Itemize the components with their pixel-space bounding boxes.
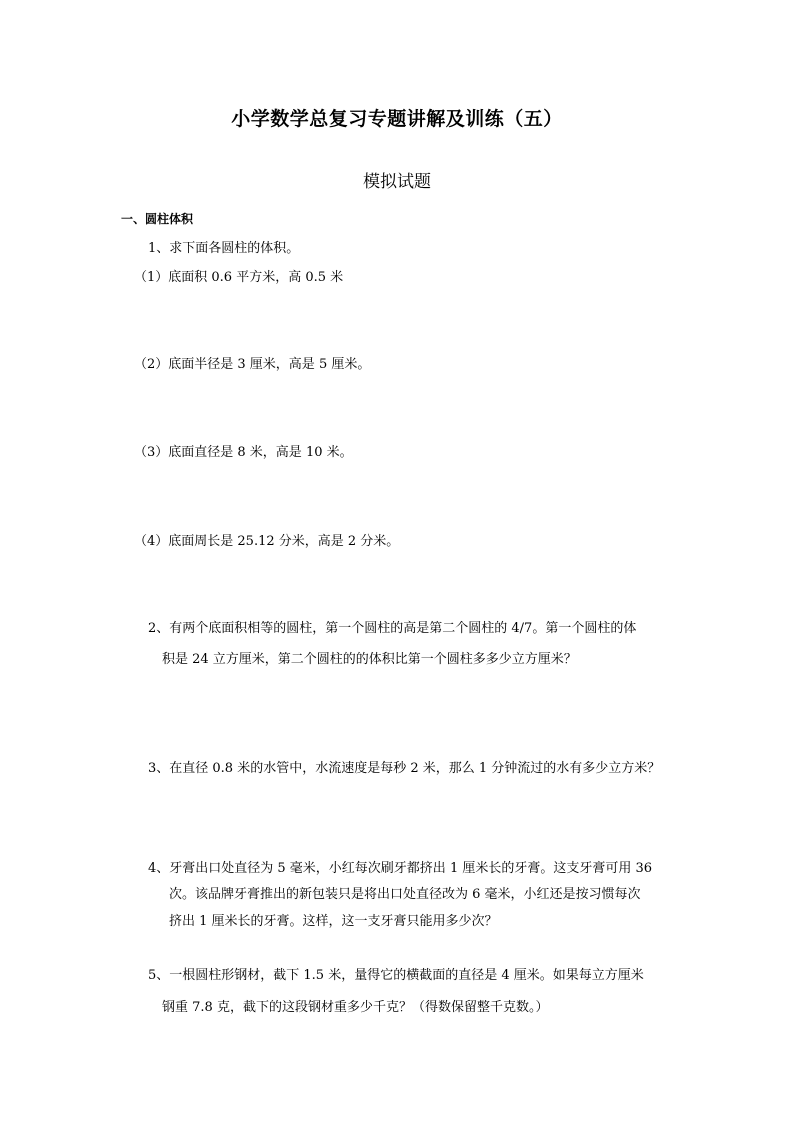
document-title: 小学数学总复习专题讲解及训练（五）	[231, 108, 563, 130]
question-2-line-2: 积是 24 立方厘米，第二个圆柱的的体积比第一个圆柱多多少立方厘米？	[162, 652, 577, 667]
section-heading: 一、圆柱体积	[121, 212, 194, 226]
question-1-sub-1: （1）底面积 0.6 平方米，高 0.5 米	[134, 270, 344, 285]
question-2-line-1: 2、有两个底面积相等的圆柱，第一个圆柱的高是第二个圆柱的 4/7。第一个圆柱的体	[148, 621, 637, 636]
question-1-sub-2: （2）底面半径是 3 厘米，高是 5 厘米。	[134, 357, 371, 372]
question-5-line-2: 钢重 7.8 克，截下的这段钢材重多少千克？（得数保留整千克数。）	[162, 1000, 549, 1015]
question-3-line-1: 3、在直径 0.8 米的水管中，水流速度是每秒 2 米，那么 1 分钟流过的水有多少立方米？	[148, 761, 661, 776]
question-5-line-1: 5、一根圆柱形钢材，截下 1.5 米，量得它的横截面的直径是 4 厘米。如果每立方厘米	[148, 968, 644, 983]
document-subtitle: 模拟试题	[363, 172, 431, 192]
question-1-sub-3: （3）底面直径是 8 米，高是 10 米。	[134, 445, 353, 460]
question-1-sub-4: （4）底面周长是 25.12 分米，高是 2 分米。	[134, 534, 400, 549]
question-4-line-1: 4、牙膏出口处直径为 5 毫米，小红每次刷牙都挤出 1 厘米长的牙膏。这支牙膏可用 36	[148, 861, 653, 876]
question-4-line-3: 挤出 1 厘米长的牙膏。这样，这一支牙膏只能用多少次？	[169, 914, 498, 929]
question-4-line-2: 次。该品牌牙膏推出的新包装只是将出口处直径改为 6 毫米，小红还是按习惯每次	[169, 887, 641, 902]
question-1-stem: 1、求下面各圆柱的体积。	[148, 241, 300, 256]
